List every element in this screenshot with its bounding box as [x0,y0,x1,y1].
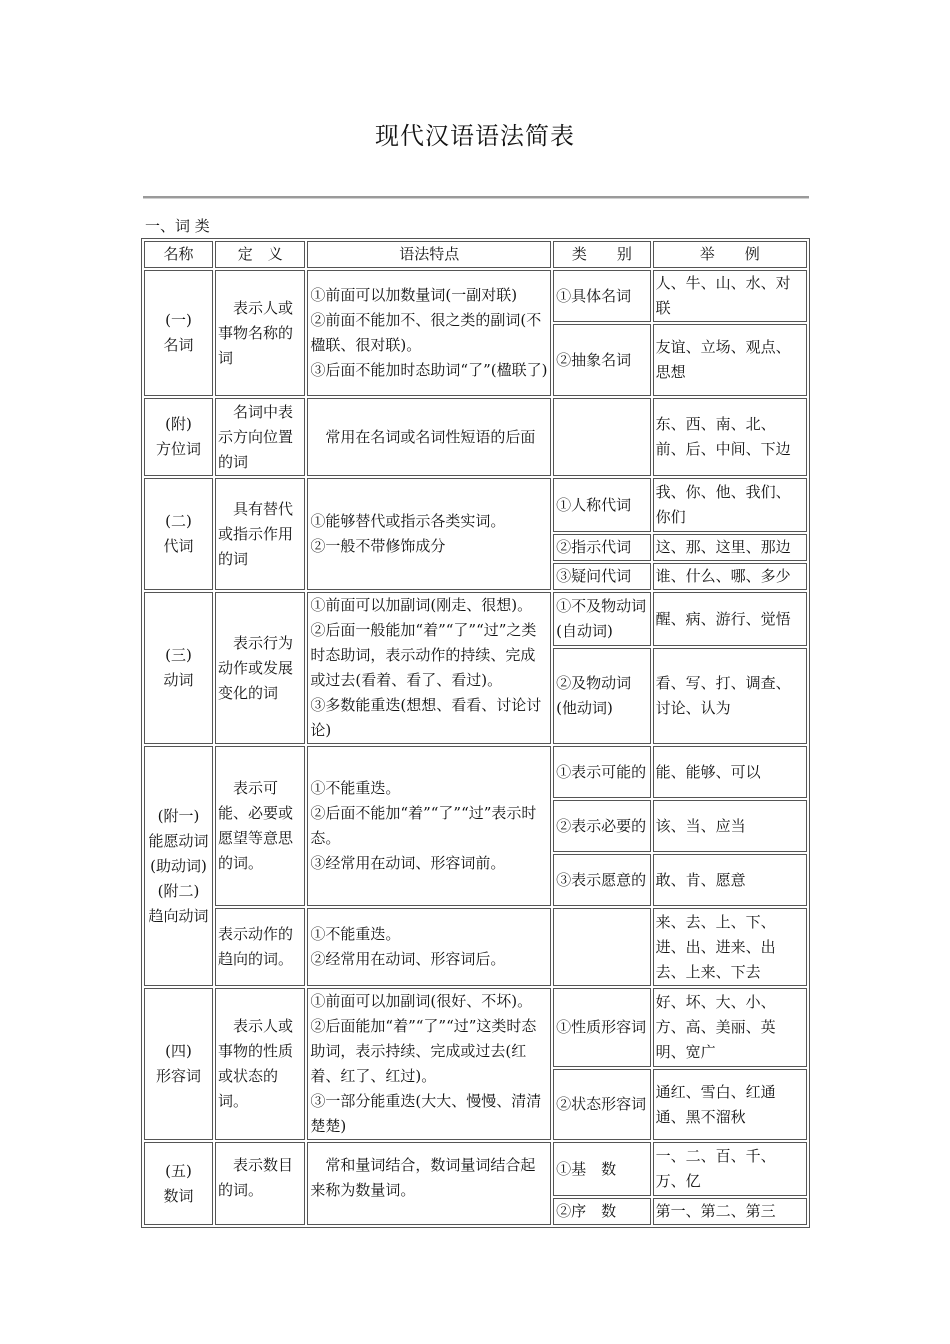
adjective-name: (四) 形容词 [144,988,213,1140]
grammar-table [141,238,810,1228]
table-header-row [144,241,807,268]
numeral-example-2: 第一、第二、第三 [653,1198,807,1225]
verb-category-1: ①不及物动词(自动词) [553,592,650,646]
aux-category-3: ③表示愿意的 [553,854,650,906]
direction-example: 来、去、上、下、进、出、进来、出去、上来、下去 [653,908,807,986]
aux-example-1: 能、能够、可以 [653,746,807,798]
table-row [144,988,807,1067]
pronoun-category-2: ②指示代词 [553,534,650,561]
direction-category [553,908,650,986]
locative-definition: 名词中表示方向位置的词 [215,398,305,476]
aux-features: ①不能重迭。 ②后面不能加“着”“了”“过”表示时态。 ③经常用在动词、形容词前。 [307,746,551,906]
verb-example-1: 醒、病、游行、觉悟 [653,592,807,646]
pronoun-features: ①能够替代或指示各类实词。 ②一般不带修饰成分 [307,478,551,590]
noun-name: (一) 名词 [144,270,213,396]
locative-example: 东、西、南、北、前、后、中间、下边 [653,398,807,476]
numeral-category-1: ①基 数 [553,1142,650,1196]
noun-example-2: 友谊、立场、观点、思想 [653,324,807,396]
table-row [144,398,807,476]
pronoun-definition: 具有替代或指示作用的词 [215,478,305,590]
table-row [144,478,807,532]
adjective-category-1: ①性质形容词 [553,988,650,1067]
numeral-category-2: ②序 数 [553,1198,650,1225]
adjective-example-2: 通红、雪白、红通通、黑不溜秋 [653,1069,807,1140]
verb-features: ①前面可以加副词(刚走、很想)。 ②后面一般能加“着”“了”“过”之类时态助词，表示动作的持续、完成或过去(看着、看了、看过)。 ③多数能重迭(想想、看看、讨论讨论) [307,592,551,744]
locative-name: (附) 方位词 [144,398,213,476]
table-row [144,1142,807,1196]
aux-category-1: ①表示可能的 [553,746,650,798]
adjective-features: ①前面可以加副词(很好、不坏)。 ②后面能加“着”“了”“过”这类时态助词，表示持续、完成或过去(红着、红了、红过)。 ③一部分能重迭(大大、慢慢、清清楚楚) [307,988,551,1140]
header-examples: 举 例 [653,241,807,268]
header-features: 语法特点 [307,241,551,268]
aux-name: (附一) 能愿动词 (助动词) (附二) 趋向动词 [144,746,213,986]
noun-example-1: 人、牛、山、水、对联 [653,270,807,322]
numeral-example-1: 一、二、百、千、万、亿 [653,1142,807,1196]
header-definition: 定 义 [215,241,305,268]
header-name: 名称 [144,241,213,268]
table-row [144,270,807,322]
numeral-definition: 表示数目的词。 [215,1142,305,1225]
table-row [144,746,807,798]
noun-definition: 表示人或事物名称的词 [215,270,305,396]
verb-example-2: 看、写、打、调查、讨论、认为 [653,648,807,744]
pronoun-category-1: ①人称代词 [553,478,650,532]
table-row [144,908,807,986]
noun-category-1: ①具体名词 [553,270,650,322]
adjective-definition: 表示人或事物的性质或状态的词。 [215,988,305,1140]
aux-category-2: ②表示必要的 [553,800,650,852]
pronoun-category-3: ③疑问代词 [553,563,650,590]
adjective-category-2: ②状态形容词 [553,1069,650,1140]
adjective-example-1: 好、坏、大、小、方、高、美丽、英明、宽广 [653,988,807,1067]
noun-features: ①前面可以加数量词(一副对联) ②前面不能加不、很之类的副词(不楹联、很对联)。 ③后面不能加时态助词“了”(楹联了) [307,270,551,396]
page-title: 现代汉语语法简表 [375,122,575,150]
verb-definition: 表示行为动作或发展变化的词 [215,592,305,744]
direction-definition: 表示动作的趋向的词。 [215,908,305,986]
pronoun-example-1: 我、你、他、我们、你们 [653,478,807,532]
direction-features: ①不能重迭。 ②经常用在动词、形容词后。 [307,908,551,986]
header-category: 类 别 [553,241,650,268]
verb-name: (三) 动词 [144,592,213,744]
table-row [144,592,807,646]
numeral-features: 常和量词结合，数词量词结合起来称为数量词。 [307,1142,551,1225]
pronoun-example-3: 谁、什么、哪、多少 [653,563,807,590]
locative-features: 常用在名词或名词性短语的后面 [307,398,551,476]
locative-category [553,398,650,476]
section-heading: 一、词 类 [145,217,210,235]
title-divider [143,196,809,199]
noun-category-2: ②抽象名词 [553,324,650,396]
aux-example-2: 该、当、应当 [653,800,807,852]
aux-definition: 表示可能、必要或愿望等意思的词。 [215,746,305,906]
pronoun-example-2: 这、那、这里、那边 [653,534,807,561]
aux-example-3: 敢、肯、愿意 [653,854,807,906]
numeral-name: (五) 数词 [144,1142,213,1225]
verb-category-2: ②及物动词(他动词) [553,648,650,744]
pronoun-name: (二) 代词 [144,478,213,590]
